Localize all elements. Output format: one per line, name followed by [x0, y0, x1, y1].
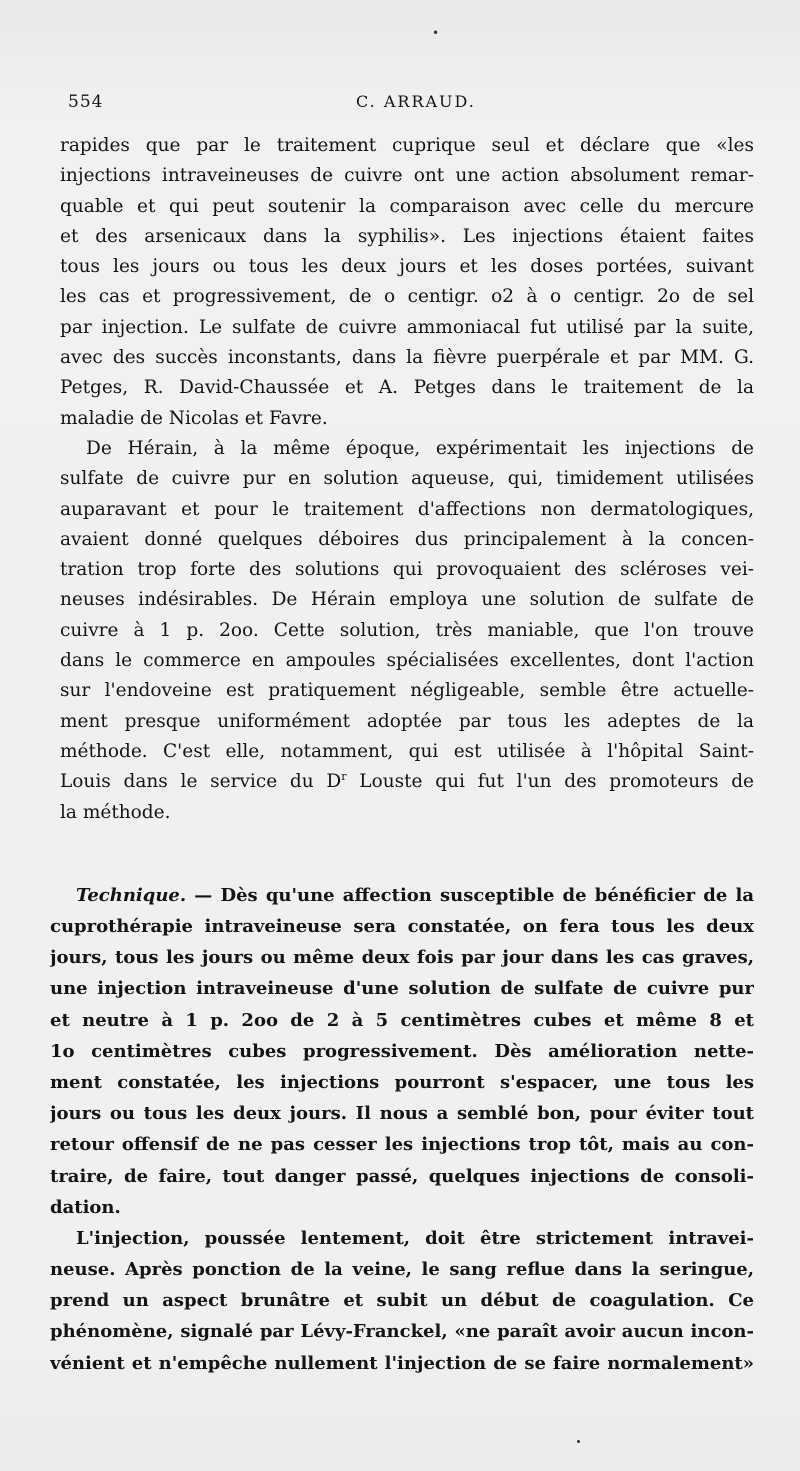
page-header — [68, 92, 738, 122]
section-heading: Technique. — [76, 884, 187, 906]
body-text — [50, 131, 754, 1379]
text-line: ment constatée, les injections pourront s'espacer, une tous les — [50, 1071, 754, 1093]
text-line: méthode. C'est elle, notamment, qui est utilisée à l'hôpital Saint- — [60, 740, 754, 762]
text-line: phénomène, signalé par Lévy-Franckel, «ne paraît avoir aucun incon- — [50, 1321, 754, 1343]
text-line: tous les jours ou tous les deux jours et les doses portées, suivant — [60, 256, 754, 278]
text-line: les cas et progressivement, de o centigr. o2 à o centigr. 2o de sel — [60, 286, 754, 308]
text-line: prend un aspect brunâtre et subit un début de coagulation. Ce — [50, 1290, 754, 1312]
heading-dash: — — [186, 884, 221, 906]
text-line: vénient et n'empêche nullement l'injection de se faire normalement» — [50, 1352, 754, 1374]
text-line: neuse. Après ponction de la veine, le sang reflue dans la seringue, — [50, 1259, 754, 1281]
text-line: cuprothérapie intraveineuse sera constatée, on fera tous les deux — [50, 916, 754, 938]
text-line: auparavant et pour le traitement d'affections non dermatologiques, — [60, 498, 754, 520]
text-line: sulfate de cuivre pur en solution aqueuse, qui, timidement utilisées — [60, 468, 754, 490]
ink-mark: • — [432, 26, 440, 40]
text-line: avec des succès inconstants, dans la fièvre puerpérale et par MM. G. — [60, 347, 754, 369]
text-line: cuivre à 1 p. 2oo. Cette solution, très maniable, que l'on trouve — [60, 619, 754, 641]
ink-speck — [577, 1440, 580, 1443]
text-line: une injection intraveineuse d'une solution de sulfate de cuivre pur — [50, 978, 754, 1000]
text-line: neuses indésirables. De Hérain employa une solution de sulfate de — [60, 589, 754, 611]
text-line: par injection. Le sulfate de cuivre ammoniacal fut utilisé par la suite, — [60, 316, 754, 338]
line-end: Louste qui fut l'un des promoteurs de — [346, 771, 754, 793]
text-line: maladie de Nicolas et Favre. — [60, 407, 328, 429]
text-line: Petges, R. David-Chaussée et A. Petges dans le traitement de la — [60, 377, 754, 399]
text-line: la méthode. — [60, 801, 171, 823]
text-line: 1o centimètres cubes progressivement. Dès amélioration nette- — [50, 1040, 754, 1062]
text-line: jours, tous les jours ou même deux fois par jour dans les cas graves, — [50, 947, 754, 969]
text-line: injections intraveineuses de cuivre ont une action absolument remar- — [60, 165, 754, 187]
text-line-with-superscript — [60, 767, 754, 797]
line-rest: Dès qu'une affection susceptible de bénéficier de la — [220, 884, 754, 906]
text-line: retour offensif de ne pas cesser les injections trop tôt, mais au con- — [50, 1134, 754, 1156]
text-line: tration trop forte des solutions qui provoquaient des scléroses vei- — [60, 559, 754, 581]
text-line: avaient donné quelques déboires dus principalement à la concen- — [60, 528, 754, 550]
superscript: r — [341, 770, 347, 784]
text-line: traire, de faire, tout danger passé, quelques injections de consoli- — [50, 1165, 754, 1187]
text-line: De Hérain, à la même époque, expérimentait les injections de — [86, 437, 754, 459]
paragraph-2 — [60, 434, 754, 828]
technique-section — [50, 880, 754, 1379]
text-line: quable et qui peut soutenir la comparaison avec celle du mercure — [60, 195, 754, 217]
paragraph-1 — [60, 131, 754, 434]
text-line: ment presque uniformément adoptée par tous les adeptes de la — [60, 710, 754, 732]
text-line-with-heading — [50, 880, 754, 911]
text-line: dation. — [50, 1196, 121, 1218]
section-gap — [60, 828, 754, 880]
text-line: dans le commerce en ampoules spécialisées excellentes, dont l'action — [60, 650, 754, 672]
line-start: Louis dans le service du D — [60, 771, 342, 793]
text-line: rapides que par le traitement cuprique seul et déclare que «les — [60, 135, 754, 156]
paragraph-4 — [50, 1223, 754, 1379]
text-line: L'injection, poussée lentement, doit être strictement intravei- — [76, 1227, 754, 1249]
text-line: sur l'endoveine est pratiquement négligeable, semble être actuelle- — [60, 680, 754, 702]
text-line: jours ou tous les deux jours. Il nous a semblé bon, pour éviter tout — [50, 1103, 754, 1125]
page-number: 554 — [68, 92, 104, 112]
running-head: C. ARRAUD. — [356, 92, 476, 111]
text-line: et des arsenicaux dans la syphilis». Les injections étaient faites — [60, 225, 754, 247]
text-line: et neutre à 1 p. 2oo de 2 à 5 centimètres cubes et même 8 et — [50, 1009, 754, 1031]
